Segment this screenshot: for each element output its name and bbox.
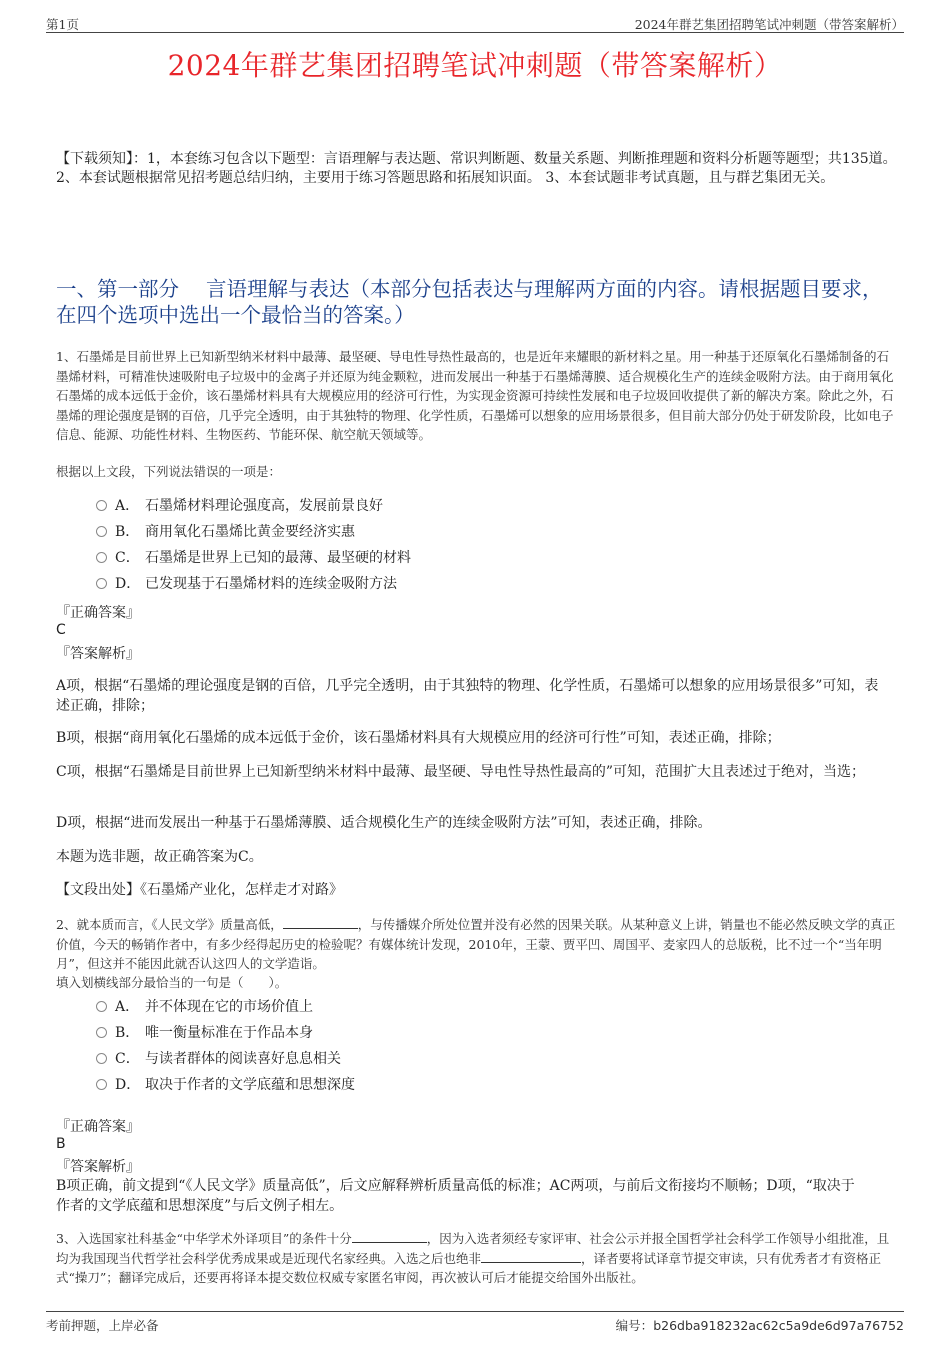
q2-answer: B	[56, 1136, 66, 1152]
q1-analysis-c: C项，根据“石墨烯是目前世界上已知新型纳米材料中最薄、最坚硬、导电性导热性最高的”可知，范围扩大且表述过于绝对，当选；	[56, 764, 866, 780]
q1-source: 【文段出处】《石墨烯产业化，怎样走才对路》	[56, 882, 343, 898]
option-letter: A．	[115, 498, 140, 514]
fill-blank	[481, 1250, 581, 1263]
q1-analysis-b: B项，根据“商用氧化石墨烯的成本远低于金价，该石墨烯材料具有大规模应用的经济可行性”可知，表述正确，排除；	[56, 730, 781, 746]
footer-code	[616, 1316, 904, 1334]
q2-answer-label: 『正确答案』	[56, 1119, 140, 1135]
q1-analysis-d: D项，根据“进而发展出一种基于石墨烯薄膜、适合规模化生产的连续金吸附方法”可知，表述正确，排除。	[56, 815, 712, 831]
radio-icon[interactable]	[96, 1027, 107, 1038]
option-letter: A．	[115, 999, 140, 1015]
q3-passage	[56, 1229, 898, 1288]
option-letter: C．	[115, 1051, 140, 1067]
option-letter: B．	[115, 1025, 140, 1041]
document-code: b26dba918232ac62c5a9de6d97a76752	[653, 1318, 904, 1333]
option-letter: C．	[115, 550, 140, 566]
option-text: 取决于作者的文学底蕴和思想深度	[145, 1077, 355, 1093]
q1-analysis-a: A项，根据“石墨烯的理论强度是钢的百倍，几乎完全透明，由于其独特的物理、化学性质，石墨烯可以想象的应用场景很多”可知，表述正确，排除；	[56, 678, 879, 714]
q2-prompt: 填入划横线部分最恰当的一句是（ ）。	[56, 975, 288, 990]
page-header	[46, 14, 904, 33]
option-text: 与读者群体的阅读喜好息息相关	[145, 1051, 341, 1067]
page-footer	[46, 1311, 904, 1334]
option-text: 已发现基于石墨烯材料的连续金吸附方法	[145, 576, 397, 592]
option-letter: D．	[115, 1077, 141, 1093]
radio-icon[interactable]	[96, 1079, 107, 1090]
fill-blank	[352, 1230, 427, 1243]
q1-option-c[interactable]	[96, 548, 411, 568]
option-text: 并不体现在它的市场价值上	[145, 999, 313, 1015]
radio-icon[interactable]	[96, 526, 107, 537]
q2-analysis: B项正确，前文提到“《人民文学》质量高低”，后文应解释辨析质量高低的标准；AC两项，与前后文衔接均不顺畅；D项，“取决于作者的文学底蕴和思想深度”与后文例子相左。	[56, 1178, 855, 1214]
option-letter: D．	[115, 576, 141, 592]
radio-icon[interactable]	[96, 552, 107, 563]
section-heading: 一、第一部分 言语理解与表达（本部分包括表达与理解两方面的内容。请根据题目要求，在四个选项中选出一个最恰当的答案。）	[56, 277, 883, 327]
q2-analysis-label: 『答案解析』	[56, 1159, 140, 1175]
radio-icon[interactable]	[96, 1001, 107, 1012]
option-text: 商用氧化石墨烯比黄金要经济实惠	[145, 524, 355, 540]
q2-text-after: ，与传播媒介所处位置并没有必然的因果关联。从某种意义上讲，销量也不能必然反映文学的真正价值，今天的畅销作者中，有多少经得起历史的检验呢？有媒体统计发现，2010年，王蒙、贾平凹、周国平、麦家四人的总版税，比不过一个“当年明月”，但这并不能因此就否认这四人的文学造诣。	[56, 917, 896, 971]
q2-text-before: 2、就本质而言，《人民文学》质量高低，	[56, 917, 283, 932]
fill-blank	[283, 916, 358, 929]
option-letter: B．	[115, 524, 140, 540]
q1-prompt: 根据以上文段，下列说法错误的一项是：	[56, 464, 282, 479]
q1-option-d[interactable]	[96, 574, 397, 594]
q2-passage	[56, 915, 898, 974]
q3-part1: 3、入选国家社科基金“中华学术外译项目”的条件十分	[56, 1231, 352, 1246]
q1-answer-label: 『正确答案』	[56, 605, 140, 621]
page-number: 第1页	[46, 17, 79, 32]
q2-option-a[interactable]	[96, 997, 313, 1017]
header-doc-title: 2024年群艺集团招聘笔试冲刺题（带答案解析）	[634, 17, 904, 32]
document-title: 2024年群艺集团招聘笔试冲刺题（带答案解析）	[167, 49, 783, 82]
option-text: 唯一衡量标准在于作品本身	[145, 1025, 313, 1041]
radio-icon[interactable]	[96, 578, 107, 589]
option-text: 石墨烯是世界上已知的最薄、最坚硬的材料	[145, 550, 411, 566]
q1-conclusion: 本题为选非题，故正确答案为C。	[56, 849, 263, 865]
footer-slogan: 考前押题，上岸必备	[46, 1318, 159, 1333]
q3-part2: ，因为入选者须经专家评审、社会公示并报全国哲学社会科学工作领导小组批准，且均为我国现当代哲学社会科学优秀成果或是近现代名家经典。入选之后也绝非	[56, 1231, 890, 1266]
download-notice: 【下载须知】：1，本套练习包含以下题型：言语理解与表达题、常识判断题、数量关系题、判断推理题和资料分析题等题型；共135道。 2、本套试题根据常见招考题总结归纳，主要用于练习答题思路和拓展知识面。 3、本套试题非考试真题，且与群艺集团无关。	[56, 151, 897, 186]
q1-option-b[interactable]	[96, 522, 355, 542]
q3-part3: ，译者要将试译章节提交审读，只有优秀者才有资格正式“操刀”；翻译完成后，还要再将译本提交数位权威专家匿名审阅，再次被认可后才能提交给国外出版社。	[56, 1250, 882, 1285]
q1-answer: C	[56, 622, 66, 638]
radio-icon[interactable]	[96, 1053, 107, 1064]
q1-option-a[interactable]	[96, 496, 383, 516]
q2-option-b[interactable]	[96, 1023, 313, 1043]
option-text: 石墨烯材料理论强度高，发展前景良好	[145, 498, 383, 514]
q2-option-d[interactable]	[96, 1075, 355, 1095]
footer-code-label: 编号：	[615, 1318, 654, 1333]
q1-analysis-label: 『答案解析』	[56, 646, 140, 662]
q1-passage: 1、石墨烯是目前世界上已知新型纳米材料中最薄、最坚硬、导电性导热性最高的，也是近年来耀眼的新材料之星。用一种基于还原氧化石墨烯制备的石墨烯材料，可精准快速吸附电子垃圾中的金离子并还原为纯金颗粒，进而发展出一种基于石墨烯薄膜、适合规模化生产的连续金吸附方法。由于商用氧化石墨烯的成本远低于金价，该石墨烯材料具有大规模应用的经济可行性，为实现金资源可持续性发展和电子垃圾回收提供了新的解决方案。除此之外，石墨烯的理论强度是钢的百倍，几乎完全透明，由于其独特的物理、化学性质，石墨烯可以想象的应用场景很多，但目前大部分仍处于研发阶段，比如电子信息、能源、功能性材料、生物医药、节能环保、航空航天领域等。	[56, 349, 894, 442]
q2-option-c[interactable]	[96, 1049, 341, 1069]
radio-icon[interactable]	[96, 500, 107, 511]
